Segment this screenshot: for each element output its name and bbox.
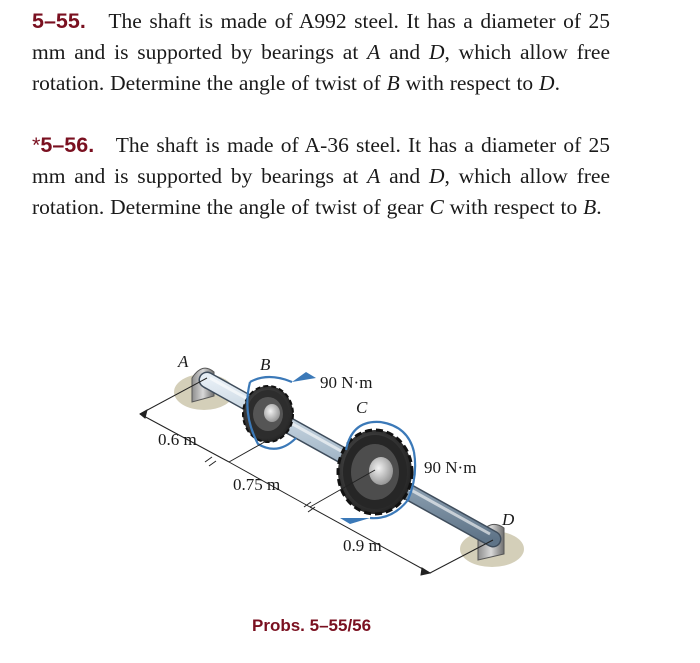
torque-label-top: 90 N·m	[320, 373, 373, 392]
label-d: D	[502, 510, 515, 529]
shaft-figure	[0, 330, 700, 663]
problem-5-56	[32, 130, 610, 223]
label-b: B	[260, 355, 271, 374]
problem-text: The shaft is made of A992 steel. It has a diameter of 25 mm and is supported by bearings at A and D, which allow free rotation. Determine the angle of twist of B with respect to D.	[32, 9, 610, 95]
label-a: A	[178, 352, 189, 371]
dimension-label-bc: 0.75 m	[233, 475, 281, 494]
problem-number: 5–55.	[32, 9, 86, 33]
problem-number: *5–56.	[32, 133, 95, 157]
torque-label-right: 90 N·m	[424, 458, 477, 477]
dimension-label-ab: 0.6 m	[158, 430, 197, 449]
label-c: C	[356, 398, 368, 417]
problem-text: The shaft is made of A-36 steel. It has a diameter of 25 mm and is supported by bearings at A and D, which allow free rotation. Determine the angle of twist of gear C with respect to B.	[32, 133, 610, 219]
gear-b	[243, 386, 293, 442]
problem-5-55	[32, 6, 610, 99]
figure-caption: Probs. 5–55/56	[252, 616, 372, 635]
dimension-label-cd: 0.9 m	[343, 536, 382, 555]
